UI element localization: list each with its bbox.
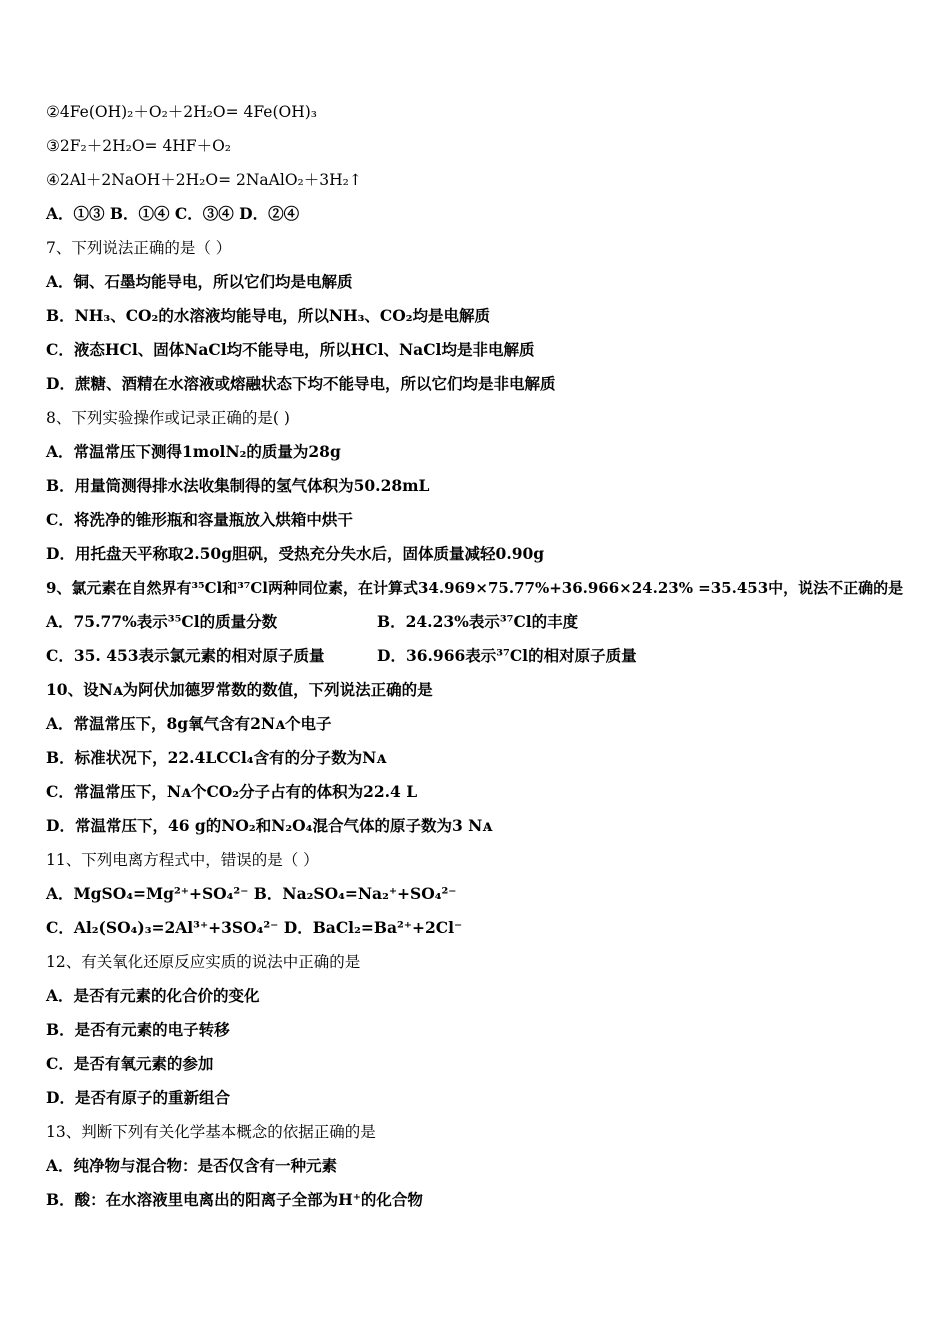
- q12-stem: 12、有关氧化还原反应实质的说法中正确的是: [46, 953, 361, 971]
- q8-stem: 8、下列实验操作或记录正确的是( ): [46, 409, 290, 427]
- equation-4: ④2Al＋2NaOH＋2H₂O= 2NaAlO₂＋3H₂↑: [46, 171, 362, 189]
- q12-option-c: C．是否有氧元素的参加: [46, 1054, 214, 1073]
- q9-options-row1: [46, 612, 579, 632]
- q10-stem: 10、设Nᴀ为阿伏加德罗常数的数值，下列说法正确的是: [46, 680, 433, 699]
- q8-option-b: B．用量筒测得排水法收集制得的氢气体积为50.28mL: [46, 476, 430, 495]
- q12-option-b: B．是否有元素的电子转移: [46, 1020, 230, 1039]
- equation-2: ②4Fe(OH)₂＋O₂＋2H₂O= 4Fe(OH)₃: [46, 103, 317, 121]
- q7-option-d: D．蔗糖、酒精在水溶液或熔融状态下均不能导电，所以它们均是非电解质: [46, 374, 556, 393]
- q10-option-a: A．常温常压下，8g氧气含有2Nᴀ个电子: [46, 714, 332, 733]
- q10-option-d: D．常温常压下，46 g的NO₂和N₂O₄混合气体的原子数为3 Nᴀ: [46, 816, 493, 835]
- q8-option-d: D．用托盘天平称取2.50g胆矾，受热充分失水后，固体质量减轻0.90g: [46, 544, 545, 563]
- q9-option-b: B．24.23%表示³⁷Cl的丰度: [377, 612, 579, 631]
- q6-options: A．①③ B．①④ C．③④ D．②④: [46, 204, 300, 223]
- q9-option-a: A．75.77%表示³⁵Cl的质量分数: [46, 612, 278, 631]
- q8-option-a: A．常温常压下测得1molN₂的质量为28g: [46, 442, 341, 461]
- q12-option-a: A．是否有元素的化合价的变化: [46, 986, 260, 1005]
- q10-option-c: C．常温常压下，Nᴀ个CO₂分子占有的体积为22.4 L: [46, 782, 418, 801]
- q11-stem: 11、下列电离方程式中，错误的是（ ）: [46, 851, 319, 869]
- q8-option-c: C．将洗净的锥形瓶和容量瓶放入烘箱中烘干: [46, 510, 353, 529]
- q10-option-b: B．标准状况下，22.4LCCl₄含有的分子数为Nᴀ: [46, 748, 387, 767]
- equation-3: ③2F₂＋2H₂O= 4HF＋O₂: [46, 137, 231, 155]
- q7-option-b: B．NH₃、CO₂的水溶液均能导电，所以NH₃、CO₂均是电解质: [46, 306, 491, 325]
- q9-option-d: D．36.966表示³⁷Cl的相对原子质量: [377, 646, 637, 665]
- q9-option-c: C．35. 453表示氯元素的相对原子质量: [46, 646, 325, 665]
- q11-options-ab: A．MgSO₄=Mg²⁺+SO₄²⁻ B．Na₂SO₄=Na₂⁺+SO₄²⁻: [46, 884, 457, 903]
- q7-stem: 7、下列说法正确的是（ ）: [46, 239, 232, 257]
- q7-option-c: C．液态HCl、固体NaCl均不能导电，所以HCl、NaCl均是非电解质: [46, 340, 535, 359]
- q12-option-d: D．是否有原子的重新组合: [46, 1088, 230, 1107]
- q7-option-a: A．铜、石墨均能导电，所以它们均是电解质: [46, 272, 353, 291]
- q11-options-cd: C．Al₂(SO₄)₃=2Al³⁺+3SO₄²⁻ D．BaCl₂=Ba²⁺+2Cl⁻: [46, 918, 463, 937]
- q13-option-a: A．纯净物与混合物：是否仅含有一种元素: [46, 1156, 338, 1175]
- q9-stem: 9、氯元素在自然界有³⁵Cl和³⁷Cl两种同位素，在计算式34.969×75.77%+36.966×24.23% =35.453中，说法不正确的是: [46, 579, 904, 597]
- q13-option-b: B．酸：在水溶液里电离出的阳离子全部为H⁺的化合物: [46, 1190, 423, 1209]
- q9-options-row2: [46, 646, 637, 666]
- q13-stem: 13、判断下列有关化学基本概念的依据正确的是: [46, 1123, 376, 1141]
